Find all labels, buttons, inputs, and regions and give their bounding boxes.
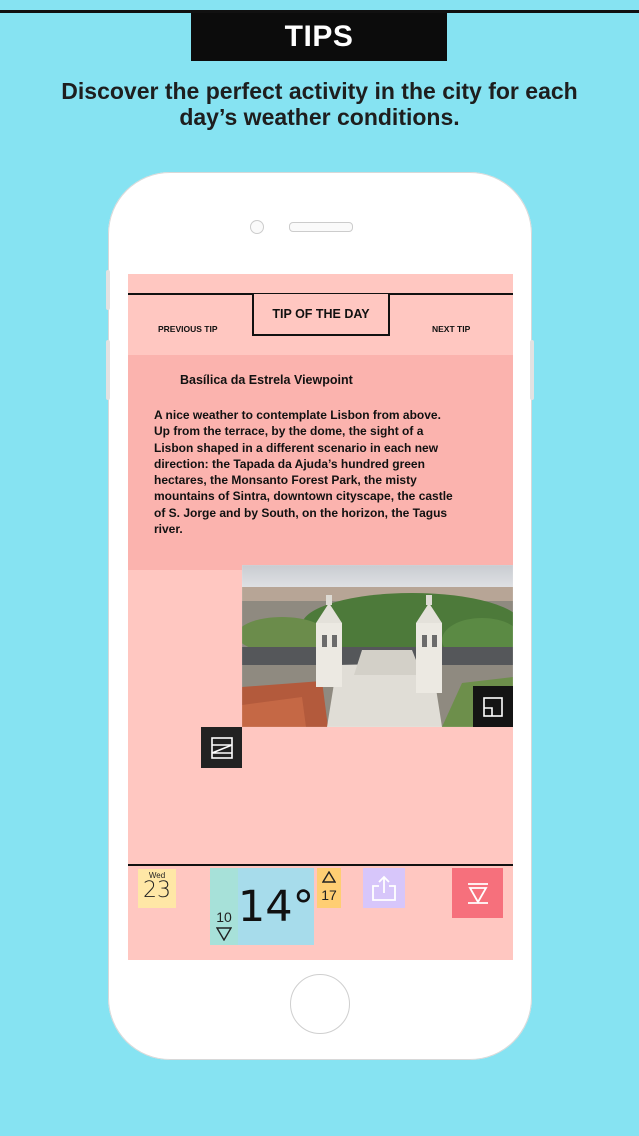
date-tile[interactable]	[138, 869, 176, 908]
tip-panel	[128, 355, 513, 570]
expand-photo-button[interactable]	[473, 686, 513, 727]
phone-side-button	[106, 270, 110, 310]
weekday-label: Wed	[148, 871, 166, 880]
high-temp-value: 17	[321, 887, 337, 903]
phone-home-button	[290, 974, 350, 1034]
share-icon	[210, 736, 234, 760]
tip-title: Basílica da Estrela Viewpoint	[180, 373, 353, 387]
triangle-down-icon	[216, 927, 232, 941]
tab-title: TIP OF THE DAY	[272, 307, 370, 321]
current-temp: 14°	[238, 868, 314, 945]
phone-side-button	[106, 340, 110, 400]
tip-of-day-tab[interactable]	[252, 294, 390, 336]
next-tip-button[interactable]: NEXT TIP	[432, 324, 471, 334]
high-temp-tile	[317, 868, 341, 908]
share-button[interactable]	[201, 727, 242, 768]
upload-button[interactable]	[363, 868, 405, 908]
upload-icon	[370, 874, 398, 902]
low-temp-tile	[210, 868, 238, 945]
tips-banner	[191, 13, 447, 61]
previous-tip-button[interactable]: PREVIOUS TIP	[158, 324, 218, 334]
phone-speaker	[289, 222, 353, 232]
tip-description: A nice weather to contemplate Lisbon from above. Up from the terrace, by the dome, the sight of a Lisbon shaped in a different scenario in each new direction: the Tapada da Ajuda’s hundred green hectares, the Monsanto Forest Park, the misty mountains of Sintra, downtown cityscape, the castle of S. Jorge and by South, on the horizon, the Tagus river.	[154, 408, 453, 537]
close-triangle-icon	[466, 881, 490, 905]
expand-icon	[482, 696, 504, 718]
triangle-up-icon	[322, 871, 336, 883]
close-button[interactable]	[452, 868, 503, 918]
phone-side-button	[530, 340, 534, 400]
tagline: Discover the perfect activity in the city for each day’s weather conditions.	[61, 78, 578, 130]
date-number: 23	[143, 878, 171, 903]
tips-title: TIPS	[284, 20, 354, 53]
phone-camera	[250, 220, 264, 234]
low-temp-value: 10	[216, 909, 232, 925]
app-screen	[128, 274, 513, 960]
bottom-divider	[128, 864, 513, 866]
